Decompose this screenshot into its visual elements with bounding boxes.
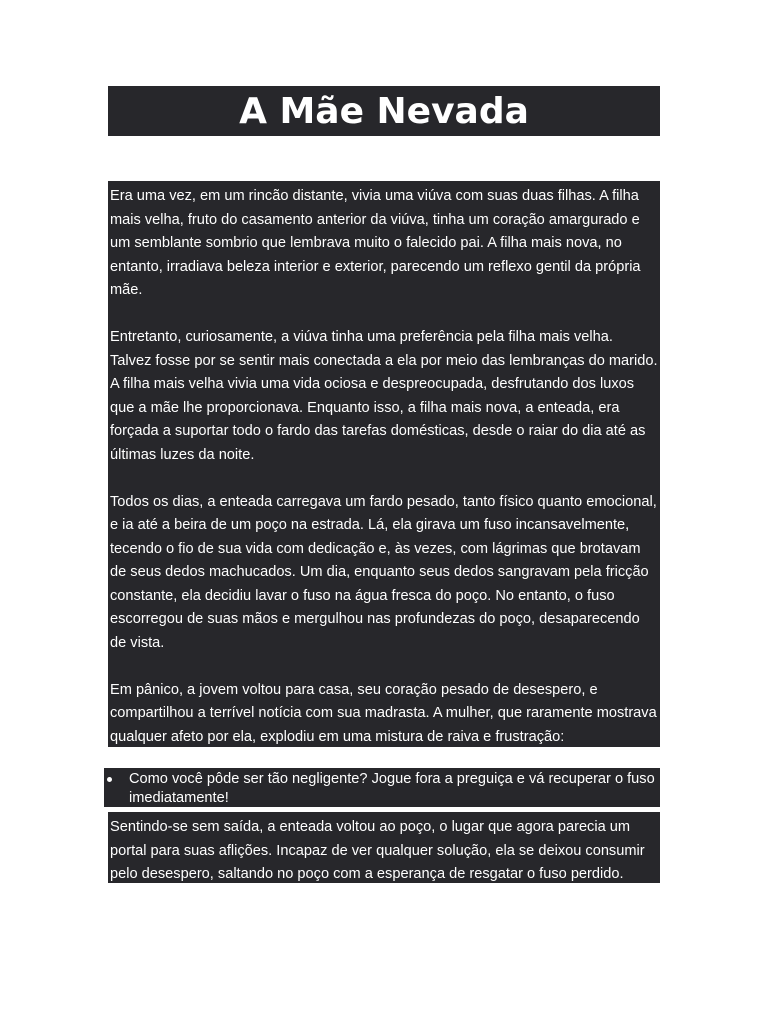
title-banner — [108, 86, 660, 136]
story-paragraph: Todos os dias, a enteada carregava um fardo pesado, tanto físico quanto emocional, e ia até a beira de um poço na estrada. Lá, ela girava um fuso incansavelmente, tecendo o fio de sua vida com dedicação e, às vezes, com lágrimas que brotavam de seus dedos machucados. Um dia, enquanto seus dedos sangravam pela fricção constante, ela decidiu lavar o fuso na água fresca do poço. No entanto, o fuso escorregou de suas mãos e mergulhou nas profundezas do poço, desaparecendo de vista. — [110, 493, 657, 651]
story-paragraph: Entretanto, curiosamente, a viúva tinha uma preferência pela filha mais velha. Talvez fosse por se sentir mais conectada a ela por meio das lembranças do marido. A filha mais velha vivia uma vida ociosa e despreocupada, desfrutando dos luxos que a mãe lhe proporcionava. Enquanto isso, a filha mais nova, a enteada, era forçada a suportar todo o fardo das tarefas domésticas, desde o raiar do dia até as últimas luzes da noite. — [110, 329, 658, 463]
quote-list — [104, 768, 660, 807]
closing-block — [108, 812, 660, 883]
quote-text: Como você pôde ser tão negligente? Jogue fora a preguiça e vá recuperar o fuso imediatamente! — [129, 771, 655, 806]
document-title: A Mãe Nevada — [239, 90, 529, 132]
list-item — [129, 770, 656, 808]
story-paragraph: Em pânico, a jovem voltou para casa, seu coração pesado de desespero, e compartilhou a terrível notícia com sua madrasta. A mulher, que raramente mostrava qualquer afeto por ela, explodiu em uma mistura de raiva e frustração: — [110, 681, 657, 745]
story-body — [108, 181, 660, 747]
closing-paragraph: Sentindo-se sem saída, a enteada voltou ao poço, o lugar que agora parecia um portal para suas aflições. Incapaz de ver qualquer solução, ela se deixou consumir pelo desespero, saltando no poço com a esperança de resgatar o fuso perdido. — [110, 819, 645, 882]
story-paragraph: Era uma vez, em um rincão distante, vivia uma viúva com suas duas filhas. A filha mais velha, fruto do casamento anterior da viúva, tinha um coração amargurado e um semblante sombrio que lembrava muito o falecido pai. A filha mais nova, no entanto, irradiava beleza interior e exterior, parecendo um reflexo gentil da própria mãe. — [110, 188, 641, 298]
bullet-icon — [107, 777, 112, 782]
